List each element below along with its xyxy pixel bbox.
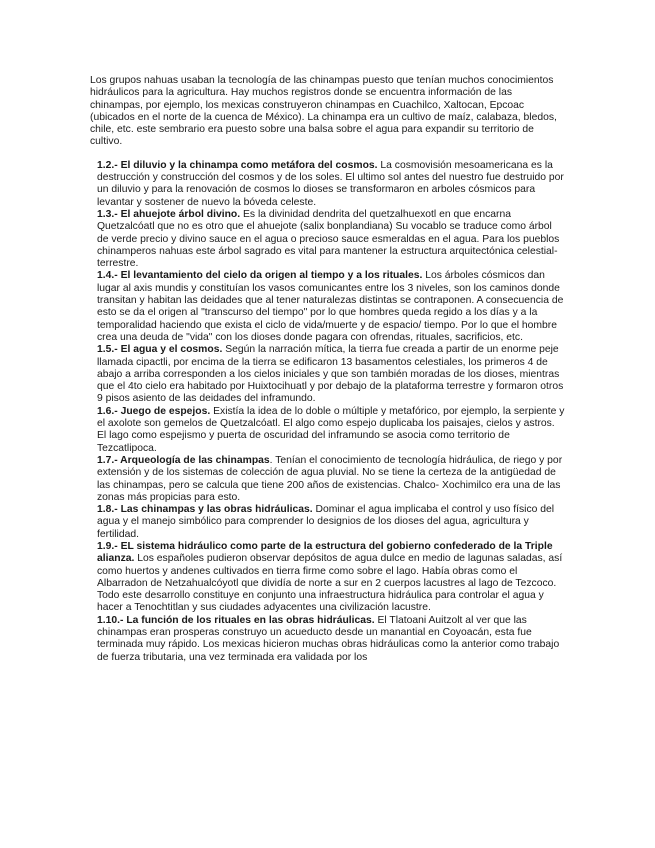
section-heading: 1.2.- El diluvio y la chinampa como metáfora del cosmos. — [97, 159, 378, 171]
section-body: Los españoles pudieron observar depósitos de agua dulce en medio de lagunas saladas, así como huertos y andenes cultivados en tierra firme como sobre el lago. Había obras como el Albarradon de Netzahualcóyotl que dividía de norte a sur en 2 cuerpos lacustres al lago de Tezcoco. Todo este desarrollo constituye en conjunto una infraestructura hidráulica para controlar el agua y hacer a Tenochtitlan y sus ciudades adyacentes una civilización lacustre. — [97, 553, 563, 614]
section-1-7 — [90, 455, 565, 504]
section-heading: 1.6.- Juego de espejos. — [97, 405, 211, 417]
section-heading: 1.3.- El ahuejote árbol divino. — [97, 208, 241, 220]
section-heading: 1.4.- El levantamiento del cielo da origen al tiempo y a los rituales. — [97, 270, 423, 282]
section-heading: 1.10.- La función de los rituales en las obras hidráulicas. — [97, 614, 375, 626]
section-body: . Tenían el conocimiento de tecnología hidráulica, de riego y por extensión y de los sistemas de colección de agua pluvial. No se tiene la certeza de la antigüedad de las chinampas, pero se calcula que tiene 200 años de existencias. Chalco- Xochimilco era una de las zonas más propicias para esto. — [97, 454, 563, 503]
section-body: La cosmovisión mesoamericana es la destrucción y construcción del cosmos y de los soles. El ultimo sol antes del nuestro fue destruido por un diluvio y para la renovación de cosmos lo dioses se transformaron en arboles cósmicos para levantar y sostener de nuevo la bóveda celeste. — [97, 159, 564, 208]
section-heading: 1.5.- El agua y el cosmos. — [97, 344, 223, 356]
section-1-2 — [90, 160, 565, 209]
section-heading: 1.8.- Las chinampas y las obras hidráulicas. — [97, 504, 313, 516]
section-1-9 — [90, 541, 565, 615]
section-1-5 — [90, 344, 565, 405]
section-heading: 1.7.- Arqueología de las chinampas — [97, 454, 270, 466]
section-body: Dominar el agua implicaba el control y uso físico del agua y el manejo simbólico para comprender lo designios de los dioses del agua, agricultura y fertilidad. — [97, 504, 555, 540]
section-1-4 — [90, 270, 565, 344]
section-body: Es la divinidad dendrita del quetzalhuexotl en que encarna Quetzalcóatl que no es otro que el ahuejote (salix bonplandiana) Su vocablo se traduce como árbol de verde precio y divino sauce en el agua o precioso sauce esmeraldas en el agua. Para los pueblos chinamperos nahuas este árbol sagrado es vital para mantener la estructura arquitectónica celestial- terrestre. — [97, 208, 560, 270]
section-1-3 — [90, 209, 565, 270]
section-body: Los árboles cósmicos dan lugar al axis mundis y constituían los vasos comunicantes entre los 3 niveles, son los caminos donde transitan y habitan las deidades que al tener naturalezas distintas se contraponen. A consecuencia de esto se da el origen al "transcurso del tiempo" por lo que hombres queda regido a los días y a la temporalidad haciendo que exista el ciclo de vida/muerte y de espacio/ tiempo. Por lo que el hombre crea una deuda de "vida" con los dioses donde pagara con ofrendas, rituales, sacrificios, etc. — [97, 270, 564, 343]
intro-paragraph: Los grupos nahuas usaban la tecnología de las chinampas puesto que tenían muchos conocimientos hidráulicos para la agricultura. Hay muchos registros donde se encuentra información de las chinampas, por ejemplo, los mexicas construyeron chinampas en Cuachilco, Xaltocan, Epcoac (ubicados en el norte de la cuenca de México). La chinampa era un cultivo de maíz, calabaza, bledos, chile, etc. este sembrario era puesto sobre una balsa sobre el agua para expandir su territorio de cultivo. — [90, 75, 557, 148]
section-1-10 — [90, 615, 565, 664]
section-body: Según la narración mítica, la tierra fue creada a partir de un enorme peje llamada cipactli, por encima de la tierra se edificaron 13 basamentos celestiales, los primeros 4 de abajo a arriba corresponden a los cielos iniciales y que son también moradas de los dioses, mientras que el 4to cielo era habitado por Huixtocihuatl y por debajo de la plataforma terrestre y formaron otros 9 pisos asiento de las deidades del inframundo. — [97, 344, 564, 405]
document-page — [90, 75, 565, 664]
section-body: Existía la idea de lo doble o múltiple y metafórico, por ejemplo, la serpiente y el axolote son gemelos de Quetzalcóatl. El algo como espejo duplicaba los paisajes, cielos y astros. El lago como espejismo y puerta de oscuridad del inframundo se asocia como territorio de Tezcatlipoca. — [97, 405, 565, 454]
section-1-6 — [90, 406, 565, 455]
section-heading: 1.9.- EL sistema hidráulico como parte de la estructura del gobierno confederado de la Triple alianza. — [97, 540, 553, 565]
section-1-8 — [90, 504, 565, 541]
section-body: El Tlatoani Auitzolt al ver que las chinampas eran prosperas construyo un acueducto desde un manantial en Coyoacán, esta fue terminada muy rápido. Los mexicas hicieron muchas obras hidráulicas como la anterior como trabajo de fuerza tributaria, una vez terminada era validada por los — [97, 614, 560, 663]
